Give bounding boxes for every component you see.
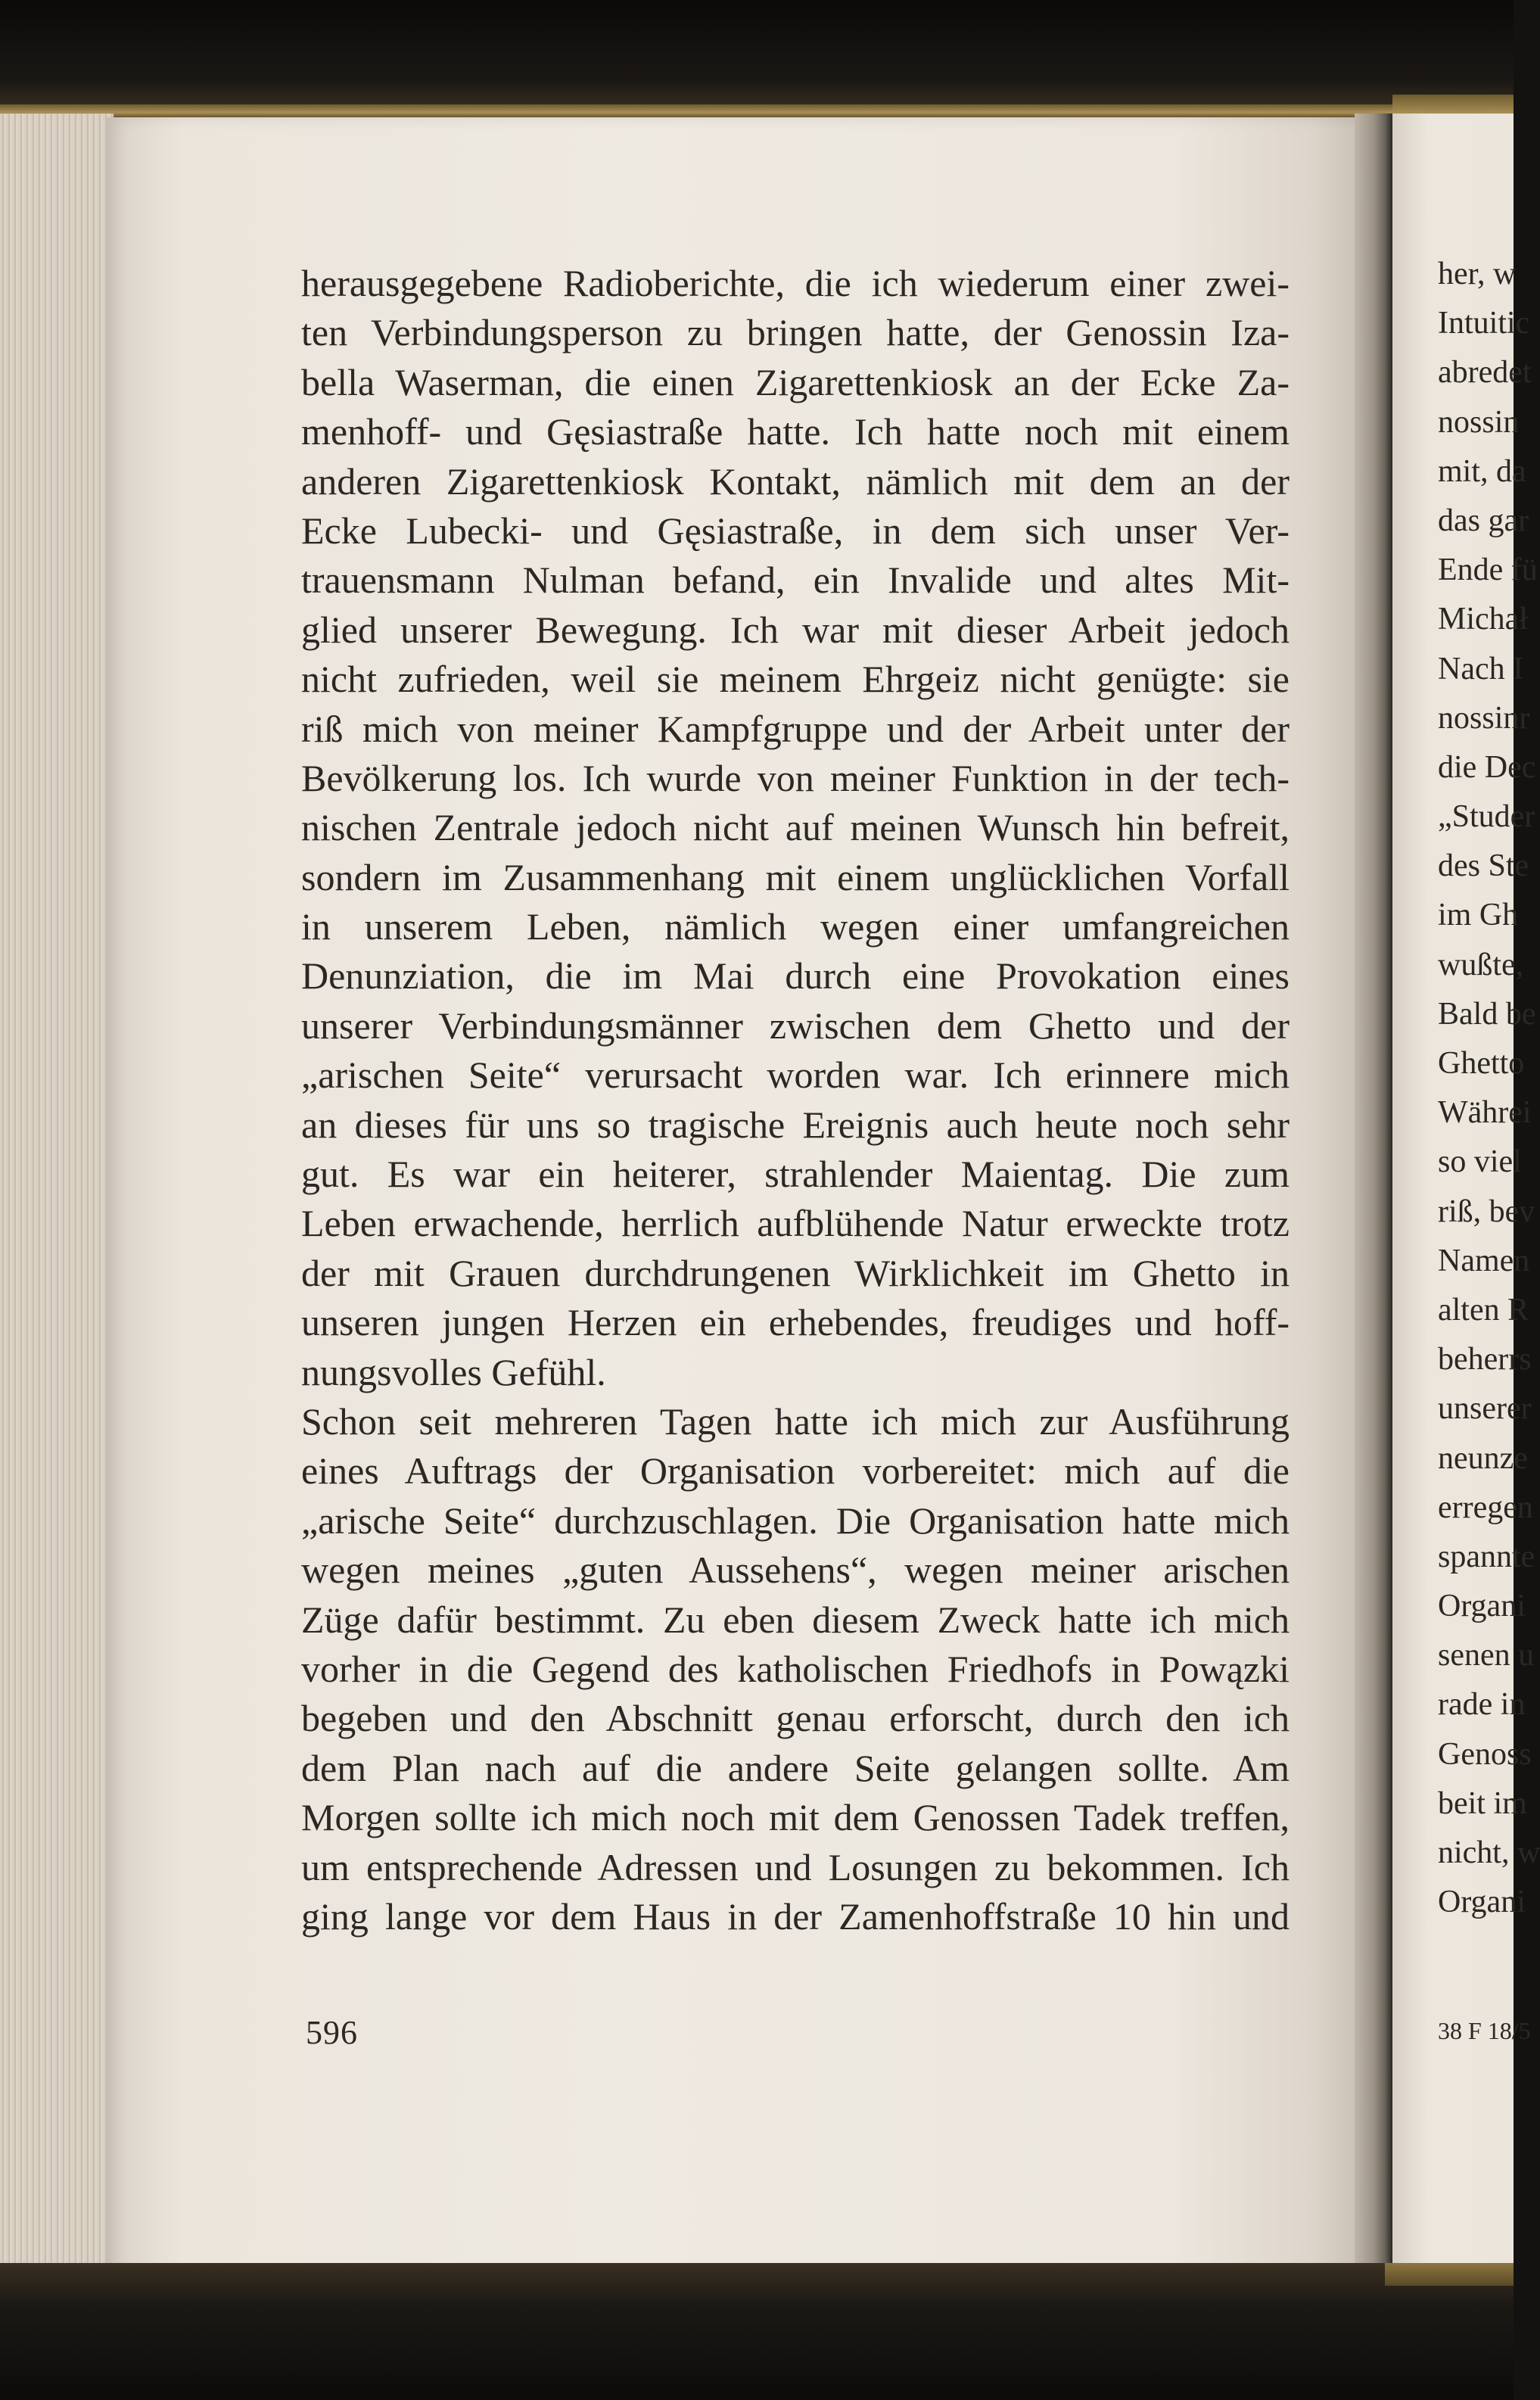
text-line: beit im [1438, 1785, 1527, 1821]
text-line: Genoss [1438, 1736, 1532, 1772]
text-line: Schon seit mehreren Tagen hatte ich mich zur Ausführung [301, 1399, 1290, 1443]
text-line: nicht, w [1438, 1835, 1540, 1870]
text-line: glied unserer Bewegung. Ich war mit dieser Arbeit jedoch [301, 608, 1290, 651]
text-line: unserer [1438, 1391, 1532, 1427]
text-line: begeben und den Abschnitt genau erforscht, durch den ich [301, 1697, 1290, 1740]
text-line: Organi [1438, 1885, 1526, 1920]
text-line: Morgen sollte ich mich noch mit dem Genossen Tadek treffen, [301, 1796, 1290, 1839]
text-line: abredet [1438, 355, 1532, 391]
text-line: Bevölkerung los. Ich wurde von meiner Funktion in der tech- [301, 756, 1290, 799]
text-line: Bald be [1438, 996, 1536, 1032]
text-line: eines Auftrags der Organisation vorbereitet: mich auf die [301, 1449, 1290, 1493]
text-line: spannte [1438, 1539, 1535, 1574]
text-line: Züge dafür bestimmt. Zu eben diesem Zweck hatte ich mich [301, 1598, 1290, 1641]
text-line: unserer Verbindungsmänner zwischen dem Ghetto und der [301, 1004, 1290, 1047]
book-gutter [1355, 114, 1392, 2286]
photo-background-top [0, 0, 1514, 114]
signature-mark: 38 F 18/5 [1438, 2017, 1531, 2044]
next-page-text [1438, 250, 1540, 1927]
text-line: nungsvolles Gefühl. [301, 1350, 606, 1393]
text-line: Denunziation, die im Mai durch eine Provokation eines [301, 954, 1290, 998]
text-line: im Gh [1438, 898, 1519, 933]
text-line: erregen [1438, 1489, 1533, 1525]
text-line: wegen meines „guten Aussehens“, wegen meiner arischen [301, 1549, 1290, 1592]
text-line: „arischen Seite“ verursacht worden war. Ich erinnere mich [301, 1054, 1290, 1097]
text-line: beherrs [1438, 1342, 1532, 1377]
text-line: dem Plan nach auf die andere Seite gelangen sollte. Am [301, 1746, 1290, 1789]
text-line: unseren jungen Herzen ein erhebendes, freudiges und hoff- [301, 1301, 1290, 1344]
book-page-edges [0, 114, 114, 2271]
text-line: das gar [1438, 503, 1529, 538]
text-line: Intuitic [1438, 306, 1530, 341]
text-line: herausgegebene Radioberichte, die ich wiederum einer zwei- [301, 262, 1290, 304]
text-line: anderen Zigarettenkiosk Kontakt, nämlich mit dem an der [301, 459, 1290, 503]
text-line: nossinr [1438, 700, 1530, 736]
text-line: rade in [1438, 1687, 1526, 1723]
text-line: Nach I [1438, 651, 1524, 686]
text-line: Organi [1438, 1589, 1526, 1624]
text-line: der mit Grauen durchdrungenen Wirklichkeit im Ghetto in [301, 1251, 1290, 1294]
text-line: wußte, [1438, 947, 1524, 982]
book-gilt-edge-right [1392, 95, 1514, 114]
text-line: her, w [1438, 257, 1517, 291]
text-line: Ecke Lubecki- und Gęsiastraße, in dem sich unser Ver- [301, 509, 1290, 552]
text-line: senen u [1438, 1638, 1535, 1673]
text-line: trauensmann Nulman befand, ein Invalide und altes Mit- [301, 559, 1290, 602]
photo-background-bottom [0, 2263, 1514, 2400]
text-line: Namen [1438, 1243, 1530, 1278]
text-line: sondern im Zusammenhang mit einem unglücklichen Vorfall [301, 855, 1290, 898]
text-line: so viel [1438, 1144, 1522, 1180]
text-line: riß, bev [1438, 1194, 1535, 1229]
text-line: alten R [1438, 1292, 1529, 1328]
text-line: Leben erwachende, herrlich aufblühende Natur erweckte trotz [301, 1202, 1290, 1245]
text-line: in unserem Leben, nämlich wegen einer umfangreichen [301, 905, 1290, 948]
text-line: riß mich von meiner Kampfgruppe und der Arbeit unter der [301, 707, 1290, 750]
text-line: an dieses für uns so tragische Ereignis auch heute noch sehr [301, 1103, 1290, 1146]
page-number: 596 [306, 2014, 358, 2051]
text-line: vorher in die Gegend des katholischen Friedhofs in Powązki [301, 1647, 1290, 1690]
text-line: Währei [1438, 1095, 1532, 1131]
text-line: die Dec [1438, 749, 1536, 785]
text-line: Ende fü [1438, 553, 1538, 588]
text-line: „arische Seite“ durchzuschlagen. Die Organisation hatte mich [301, 1499, 1290, 1542]
page-text [301, 259, 1290, 1941]
text-line: gut. Es war ein heiterer, strahlender Maientag. Die zum [301, 1153, 1290, 1196]
text-line: menhoff- und Gęsiastraße hatte. Ich hatte noch mit einem [301, 410, 1290, 453]
text-line: nicht zufrieden, weil sie meinem Ehrgeiz nicht genügte: sie [301, 658, 1290, 701]
text-line: ten Verbindungsperson zu bringen hatte, der Genossin Iza- [301, 311, 1290, 354]
text-line: ging lange vor dem Haus in der Zamenhoffstraße 10 hin und [301, 1894, 1290, 1938]
text-line: des Ste [1438, 848, 1529, 884]
text-line: Ghetto [1438, 1046, 1525, 1081]
text-line: neunze [1438, 1440, 1528, 1476]
text-line: nossin [1438, 404, 1520, 440]
book-gilt-edge [0, 104, 1392, 118]
text-line: „Studer [1438, 799, 1535, 835]
text-line: Michał [1438, 602, 1528, 637]
text-line: um entsprechende Adressen und Losungen zu bekommen. Ich [301, 1845, 1290, 1888]
text-line: bella Waserman, die einen Zigarettenkiosk an der Ecke Za- [301, 360, 1290, 403]
book-gilt-edge-bottom [1385, 2263, 1514, 2286]
text-line: nischen Zentrale jedoch nicht auf meinen Wunsch hin befreit, [301, 806, 1290, 849]
text-line: mit, da [1438, 453, 1526, 489]
